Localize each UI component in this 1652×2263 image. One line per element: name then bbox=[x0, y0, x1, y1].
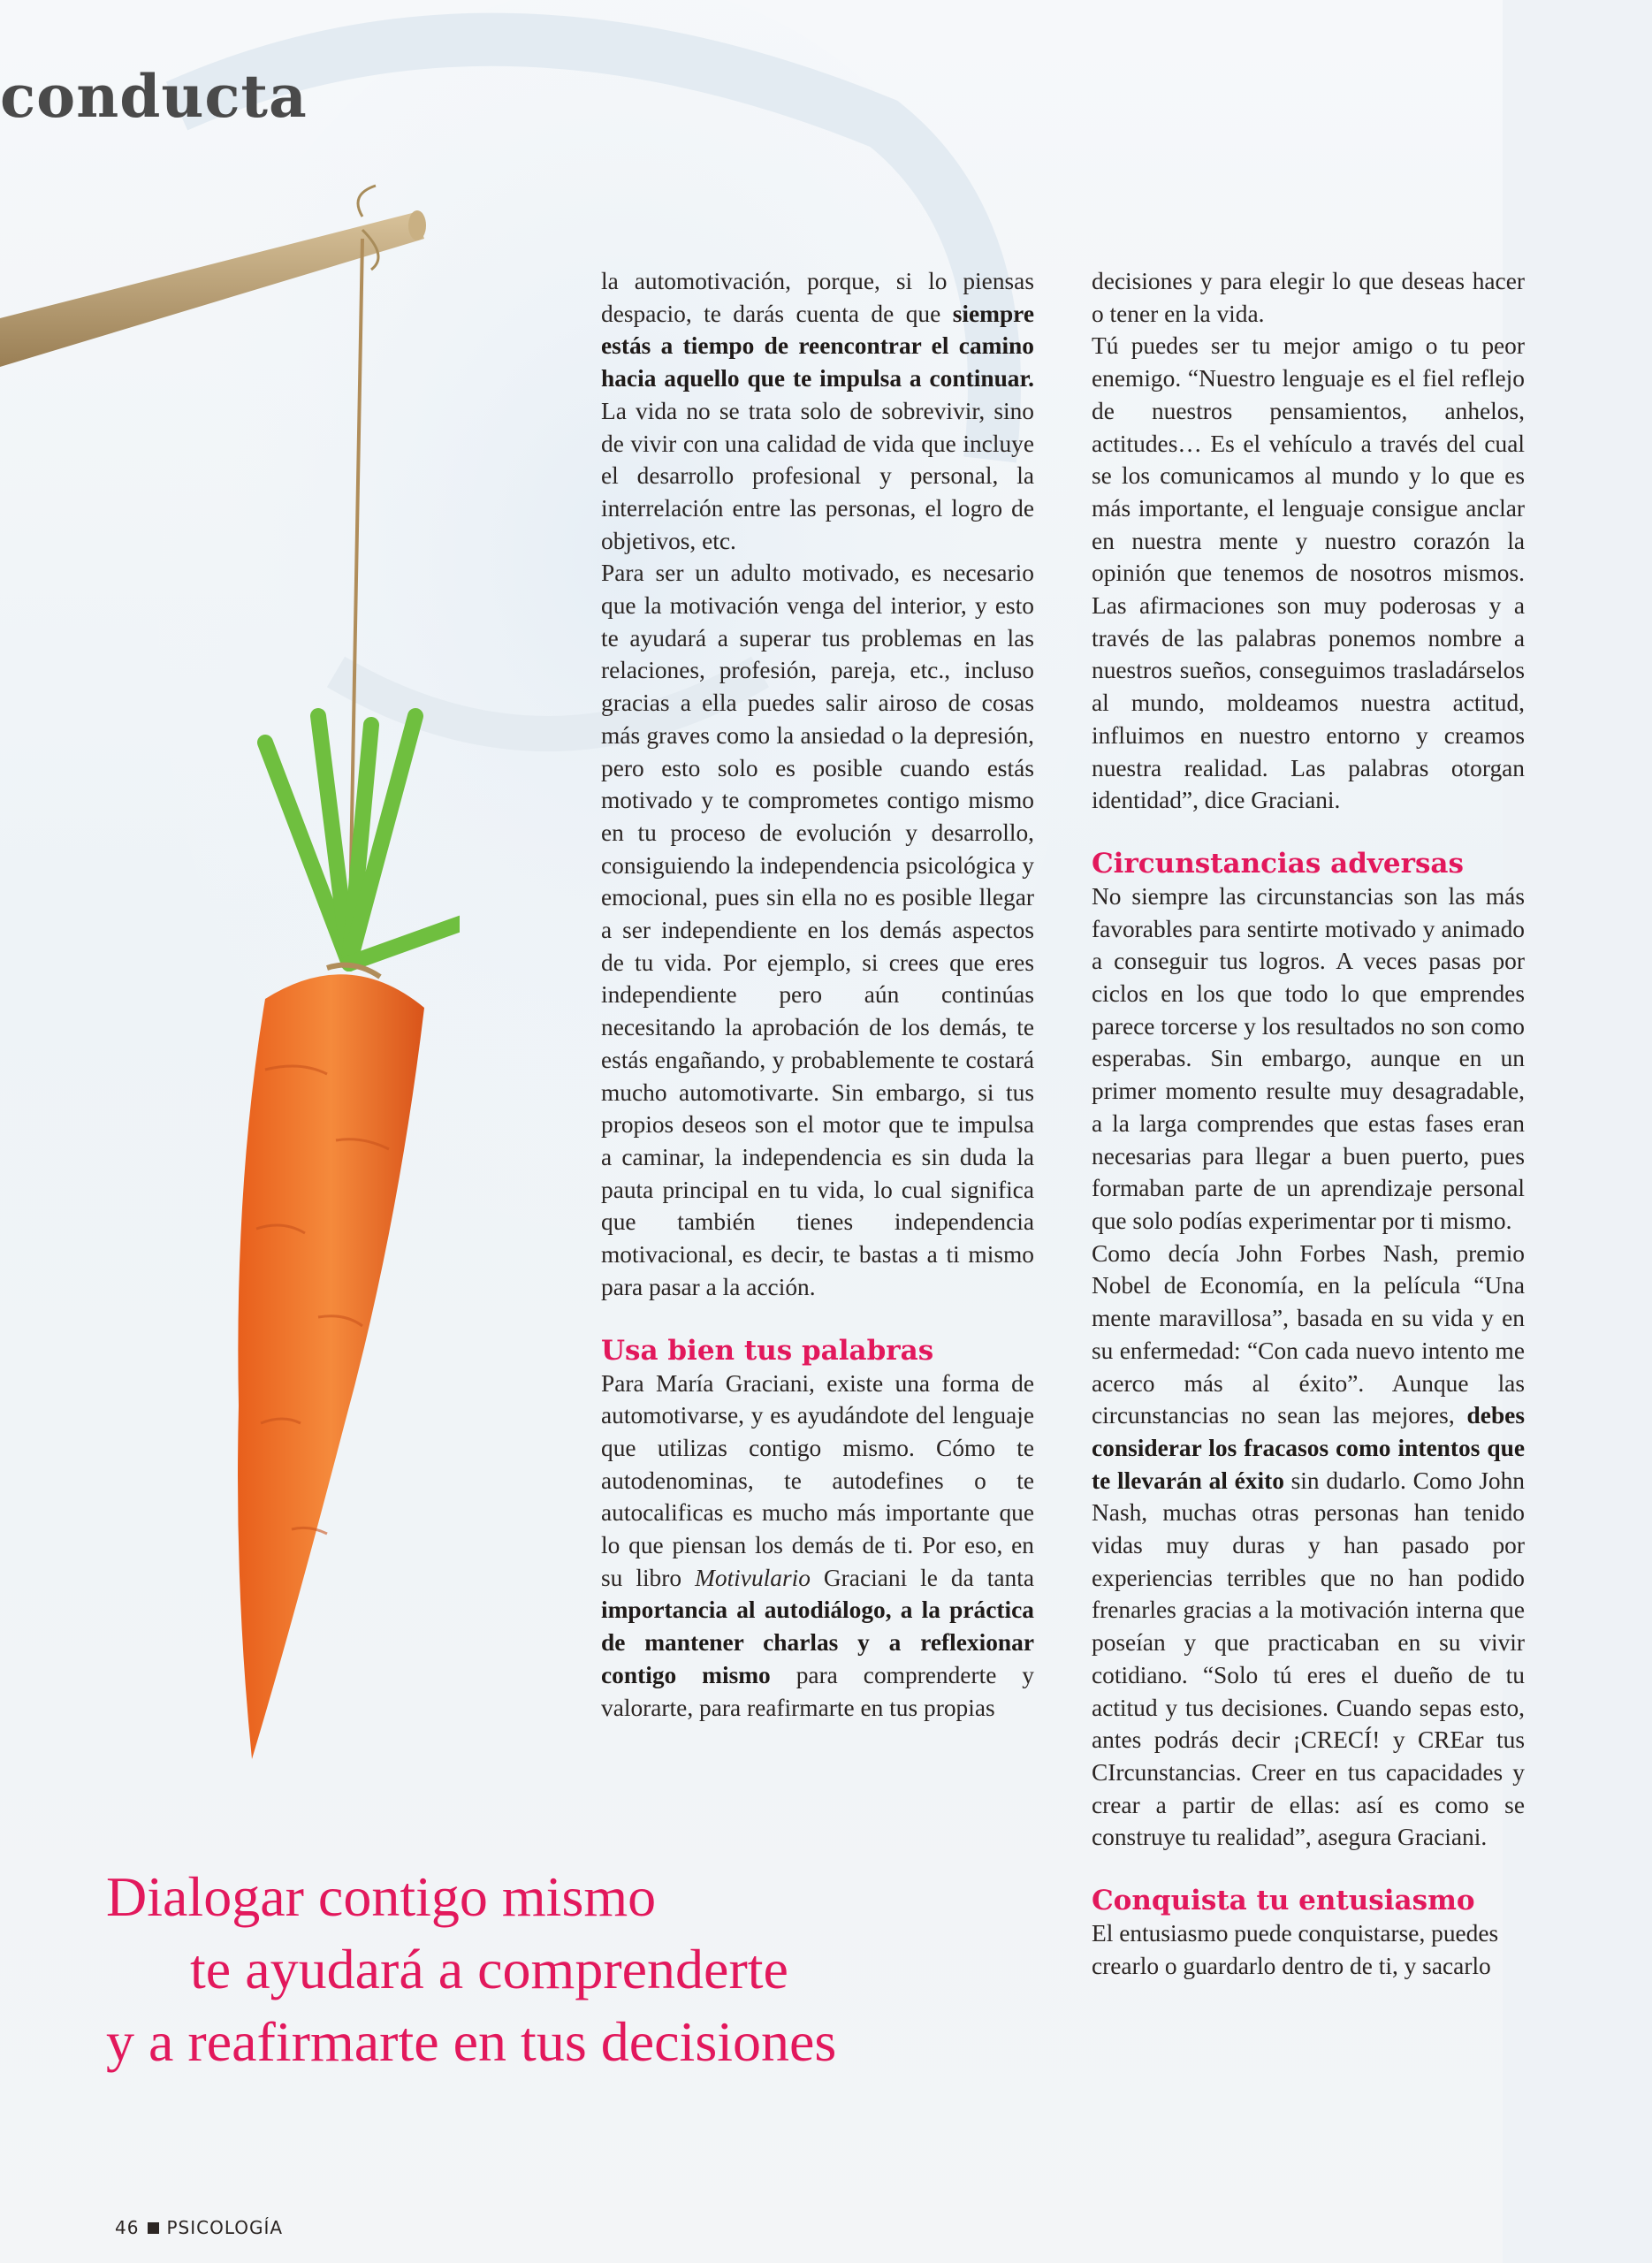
section-label: conducta bbox=[0, 62, 308, 131]
pull-quote-line: te ayudará a comprenderte bbox=[190, 1938, 788, 2000]
emphasis: debes considerar los fracasos como intentos que te llevarán al éxito bbox=[1092, 1402, 1525, 1494]
square-bullet-icon bbox=[148, 2222, 159, 2234]
pull-quote-line: Dialogar contigo mismo bbox=[106, 1865, 657, 1928]
carrot-on-stick-illustration bbox=[0, 168, 460, 1848]
paragraph: decisiones y para elegir lo que deseas hacer o tener en la vida. bbox=[1092, 268, 1525, 327]
article-column-right bbox=[1092, 265, 1525, 1982]
pull-quote bbox=[106, 1861, 1078, 2078]
subheading: Circunstancias adversas bbox=[1092, 847, 1464, 880]
magazine-name: PSICOLOGÍA bbox=[166, 2217, 284, 2238]
paragraph: Para ser un adulto motivado, es necesario que la motivación venga del interior, y esto te ayudará a superar tus problemas en las relaciones, profesión, pareja, etc., incluso gracias a ella puedes salir airoso de cosas más graves como la ansiedad o la depresión, pero esto solo es posible cuando estás motivado y te comprometes contigo mismo en tu proceso de evolución y desarrollo, consiguiendo la independencia psicológica y emocional, pues sin ella no es posible llegar a ser independiente en los demás aspectos de tu vida. Por ejemplo, si crees que eres independiente pero aún continúas necesitando la aprobación de los demás, te estás engañando, y probablemente te costará mucho automotivarte. Sin embargo, si tus propios deseos son el motor que te impulsa a caminar, la independencia es sin duda la pauta principal en tu vida, lo cual significa que también tienes independencia motivacional, es decir, te bastas a ti mismo para pasar a la acción. bbox=[601, 560, 1034, 1300]
book-title: Motivulario bbox=[695, 1564, 811, 1591]
paragraph: Como decía John Forbes Nash, premio Nobel de Economía, en la película “Una mente maravillosa”, basada en su vida y en su enfermedad: “Con cada nuevo intento me acerco más al éxito”. Aunque las circunstancias no sean las mejores, debes considerar los fracasos como intentos que te llevarán al éxito sin dudarlo. Como John Nash, muchas otras personas han tenido vidas muy duras y han pasado por experiencias terribles que no han podido frenarles gracias a la motivación interna que poseían y que practicaban en su vivir cotidiano. “Solo tú eres el dueño de tu actitud y tus decisiones. Cuando sepas esto, antes podrás decir ¡CRECÍ! y CREar tus CIrcunstancias. Creer en tus capacidades y crear a partir de ellas: así es como se construye tu realidad”, asegura Graciani. bbox=[1092, 1239, 1525, 1851]
emphasis: importancia al autodiálogo, a la práctica de mantener charlas y a reflexionar contigo mismo bbox=[601, 1596, 1034, 1688]
subheading: Conquista tu entusiasmo bbox=[1092, 1885, 1475, 1917]
page-footer bbox=[115, 2217, 283, 2238]
paragraph: Para María Graciani, existe una forma de automotivarse, y es ayudándote del lenguaje que utilizas contigo mismo. Cómo te autodenominas, te autodefines o te autocalificas es mucho más importante que lo que piensan los demás de ti. Por eso, en su libro Motivulario Graciani le da tanta importancia al autodiálogo, a la práctica de mantener charlas y a reflexionar contigo mismo para comprenderte y valorarte, para reafirmarte en tus propias bbox=[601, 1369, 1034, 1721]
article-column-left bbox=[601, 265, 1034, 1724]
paragraph: Tú puedes ser tu mejor amigo o tu peor enemigo. “Nuestro lenguaje es el fiel reflejo de nuestros pensamientos, anhelos, actitudes… Es el vehículo a través del cual se los comunicamos al mundo y lo que es más importante, el lenguaje consigue anclar en nuestra mente y nuestro corazón la opinión que tenemos de nosotros mismos. Las afirmaciones son muy poderosas y a través de las palabras ponemos nombre a nuestros sueños, conseguimos trasladárselos al mundo, moldeamos nuestra actitud, influimos en nuestro entorno y creamos nuestra realidad. Las palabras otorgan identidad”, dice Graciani. bbox=[1092, 332, 1525, 814]
pull-quote-line: y a reafirmarte en tus decisiones bbox=[106, 2010, 837, 2073]
paragraph: la automotivación, porque, si lo piensas despacio, te darás cuenta de que siempre estás a tiempo de reencontrar el camino hacia aquello que te impulsa a continuar. La vida no se trata solo de sobrevivir, sino de vivir con una calidad de vida que incluye el desarrollo profesional y personal, la interrelación entre las personas, el logro de objetivos, etc. bbox=[601, 268, 1034, 554]
page-number: 46 bbox=[115, 2217, 140, 2238]
subheading: Usa bien tus palabras bbox=[601, 1334, 934, 1367]
emphasis: siempre estás a tiempo de reencontrar el camino hacia aquello que te impulsa a continuar. bbox=[601, 300, 1034, 392]
paragraph: El entusiasmo puede conquistarse, puedes crearlo o guardarlo dentro de ti, y sacarlo bbox=[1092, 1920, 1499, 1979]
paragraph: No siempre las circunstancias son las más favorables para sentirte motivado y animado a conseguir tus logros. A veces pasas por ciclos en los que todo lo que emprendes parece torcerse y los resultados no son como esperabas. Sin embargo, aunque en un primer momento resulte muy desagradable, a la larga comprendes que estas fases eran necesarias para llegar a buen puerto, pues formaban parte de un aprendizaje personal que solo podías experimentar por ti mismo. bbox=[1092, 882, 1525, 1234]
